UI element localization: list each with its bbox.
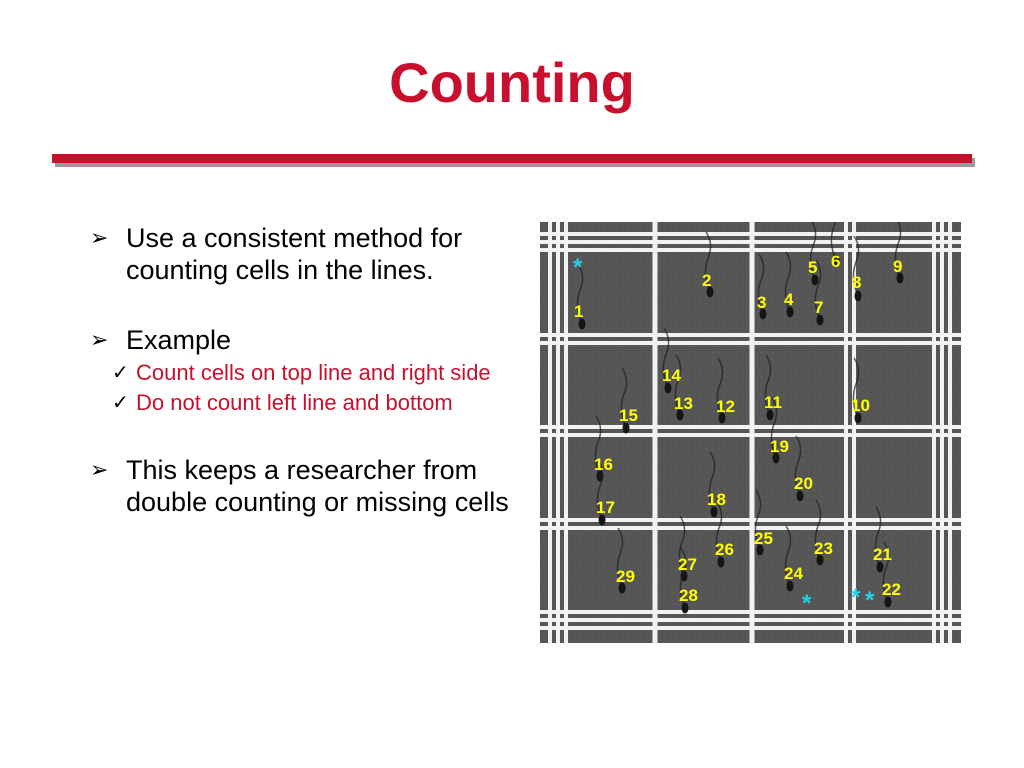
asterisk-mark: * xyxy=(851,584,861,611)
sub-bullet-text: Do not count left line and bottom xyxy=(136,390,453,415)
bullet-text: This keeps a researcher from double counting or missing cells xyxy=(126,455,509,517)
asterisk-mark: * xyxy=(573,254,583,281)
cell-number-label: 10 xyxy=(851,396,870,415)
cell-number-label: 9 xyxy=(893,257,903,276)
bullet-text: Use a consistent method for counting cells in the lines. xyxy=(126,223,463,285)
cell-number-label: 7 xyxy=(814,298,824,317)
bullet-text: Example xyxy=(126,325,232,355)
cell-number-label: 15 xyxy=(619,406,638,425)
bullet-item xyxy=(90,222,510,286)
cell-number-label: 22 xyxy=(882,580,901,599)
cell-number-label: 11 xyxy=(764,393,782,412)
arrow-bullet-icon: ➢ xyxy=(90,327,109,352)
title-divider xyxy=(52,154,972,163)
cell-number-label: 14 xyxy=(662,366,681,385)
cell-number-label: 20 xyxy=(794,474,813,493)
cell-number-label: 8 xyxy=(852,273,862,292)
bullet-item xyxy=(90,324,510,356)
arrow-bullet-icon: ➢ xyxy=(90,225,109,250)
slide-title: Counting xyxy=(389,51,635,114)
arrow-bullet-icon: ➢ xyxy=(90,457,109,482)
cell-number-label: 28 xyxy=(679,586,698,605)
cell-number-label: 25 xyxy=(754,529,773,548)
asterisk-mark: * xyxy=(802,590,812,617)
cell-number-label: 19 xyxy=(770,437,789,456)
cell-number-label: 18 xyxy=(707,490,726,509)
cell-number-label: 23 xyxy=(814,539,833,558)
sub-bullet-text: Count cells on top line and right side xyxy=(136,360,491,385)
checkmark-icon: ✓ xyxy=(112,392,129,414)
sperm-counting-micrograph xyxy=(540,222,961,643)
cell-number-label: 6 xyxy=(831,252,841,271)
cell-number-label: 26 xyxy=(715,540,734,559)
cell-number-label: 4 xyxy=(784,290,794,309)
sub-bullet-item xyxy=(90,390,510,416)
cell-number-label: 24 xyxy=(784,564,803,583)
cell-number-label: 29 xyxy=(616,567,635,586)
cell-number-label: 17 xyxy=(596,498,615,517)
cell-number-label: 16 xyxy=(594,455,613,474)
cell-number-label: 5 xyxy=(808,258,818,277)
checkmark-icon: ✓ xyxy=(112,362,129,384)
cell-number-label: 21 xyxy=(873,545,892,564)
cell-number-label: 2 xyxy=(702,271,712,290)
cell-number-label: 27 xyxy=(678,555,697,574)
sub-bullet-item xyxy=(90,360,510,386)
cell-number-label: 3 xyxy=(757,293,767,312)
bullet-list xyxy=(90,222,510,518)
cell-number-label: 13 xyxy=(674,394,693,413)
asterisk-mark: * xyxy=(865,587,875,614)
cell-number-label: 12 xyxy=(716,397,735,416)
cell-number-label: 1 xyxy=(574,302,584,321)
bullet-item xyxy=(90,454,510,518)
